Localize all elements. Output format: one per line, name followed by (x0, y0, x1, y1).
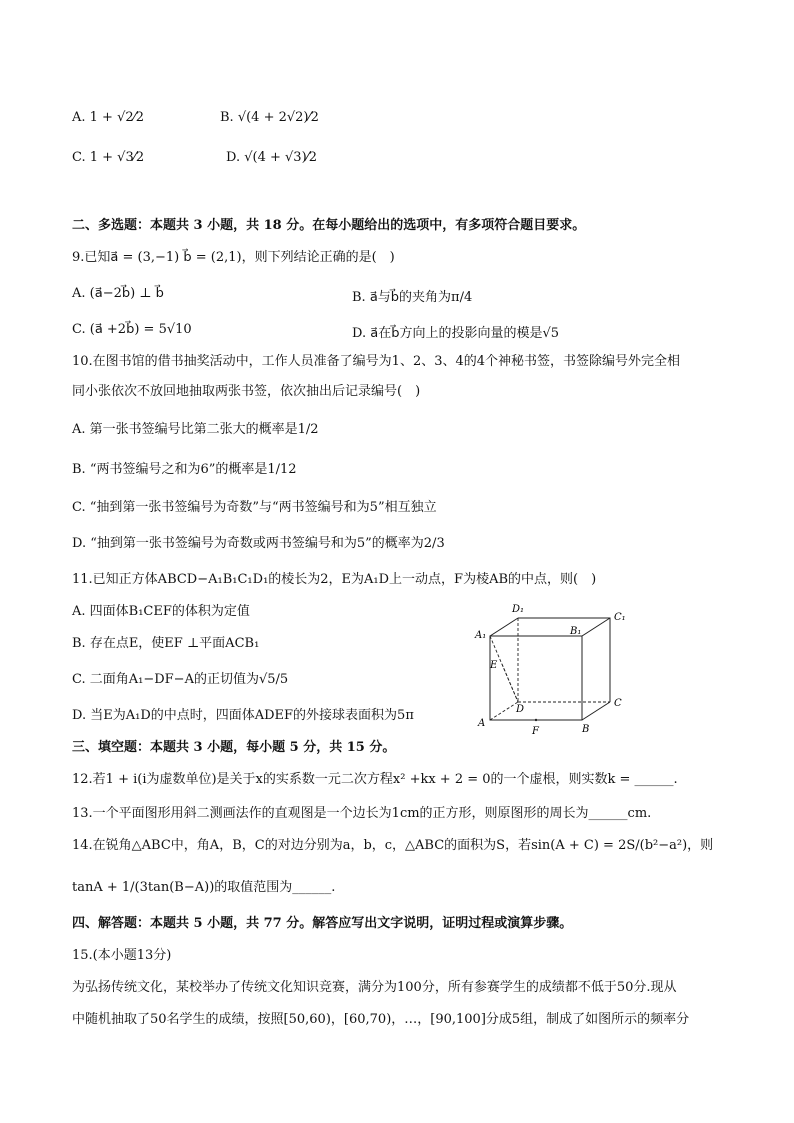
label-d: D (516, 704, 525, 715)
label-c: C (614, 698, 622, 709)
label-a1: A₁ (475, 630, 487, 641)
q8-option-a (72, 110, 144, 125)
cube-edge-a1d1 (490, 618, 518, 636)
q11-option-c: C. 二面角A₁−DF−A的正切值为√5/5 (72, 672, 289, 687)
q9-option-a: A. (a⃗−2b⃗) ⊥ b⃗ (72, 286, 164, 301)
label-e: E (490, 660, 498, 671)
cube-back-top-right-edges (518, 618, 610, 702)
label-f: F (532, 726, 539, 737)
label-b: B (582, 724, 590, 735)
q8-option-c-text: C. 1 + √3⁄2 (72, 150, 145, 165)
q10-stem-line2: 同小张依次不放回地抽取两张书签，依次抽出后记录编号( ) (72, 384, 421, 399)
q9-option-d: D. a⃗在b⃗方向上的投影向量的模是√5 (352, 326, 559, 341)
q11-stem: 11.已知正方体ABCD−A₁B₁C₁D₁的棱长为2，E为A₁D上一动点，F为棱AB的中点，则( ) (72, 572, 597, 587)
q15-line1: 为弘扬传统文化，某校举办了传统文化知识竞赛，满分为100分，所有参赛学生的成绩都不低于50分.现从 (72, 980, 677, 995)
q11-option-a: A. 四面体B₁CEF的体积为定值 (72, 604, 250, 619)
section-4-heading: 四、解答题：本题共 5 小题，共 77 分。解答应写出文字说明，证明过程或演算步骤。 (72, 916, 573, 931)
q8-option-d-text: D. √(4 + √3)⁄2 (226, 150, 318, 165)
label-b1: B₁ (570, 626, 582, 637)
q8-option-a-text: A. 1 + √2⁄2 (72, 110, 145, 125)
cube-edge-bc (582, 702, 610, 720)
q14-line1: 14.在锐角△ABC中，角A，B，C的对边分别为a，b，c，△ABC的面积为S，若sin(A + C) = 2S/(b²−a²)，则 (72, 838, 714, 853)
cube-figure (470, 600, 630, 740)
cube-edge-b1c1 (582, 618, 610, 636)
cube-point-f (535, 719, 537, 721)
q12: 12.若1 + i(i为虚数单位)是关于x的实系数一元二次方程x² +kx + 2 = 0的一个虚根，则实数k = ______. (72, 772, 678, 787)
q10-option-b: B. “两书签编号之和为6”的概率是1/12 (72, 462, 297, 477)
label-d1: D₁ (512, 604, 525, 615)
label-c1: C₁ (614, 612, 626, 623)
q10-option-c: C. “抽到第一张书签编号为奇数”与“两书签编号和为5”相互独立 (72, 500, 437, 515)
section-2-heading: 二、多选题：本题共 3 小题，共 18 分。在每小题给出的选项中，有多项符合题目要求。 (72, 218, 586, 233)
q15-line2: 中随机抽取了50名学生的成绩，按照[50,60)，[60,70)，…，[90,100]分成5组，制成了如图所示的频率分 (72, 1012, 690, 1027)
q8-option-b (220, 110, 319, 125)
q9-option-b: B. a⃗与b⃗的夹角为π/4 (352, 290, 473, 305)
q8-option-d (226, 150, 317, 165)
q13: 13.一个平面图形用斜二测画法作的直观图是一个边长为1cm的正方形，则原图形的周长为______cm. (72, 806, 652, 821)
q11-option-b: B. 存在点E，使EF ⊥平面ACB₁ (72, 636, 260, 651)
q15-heading: 15.(本小题13分) (72, 948, 172, 963)
section-3-heading: 三、填空题：本题共 3 小题，每小题 5 分，共 15 分。 (72, 740, 396, 755)
cube-segment-ed (502, 664, 518, 702)
q9-stem: 9.已知a⃗ = (3,−1) b⃗ = (2,1)，则下列结论正确的是( ) (72, 250, 395, 265)
q10-stem-line1: 10.在图书馆的借书抽奖活动中，工作人员准备了编号为1、2、3、4的4个神秘书签，书签除编号外完全相 (72, 354, 681, 369)
q10-option-a: A. 第一张书签编号比第二张大的概率是1/2 (72, 422, 319, 437)
q8-option-c (72, 150, 144, 165)
q8-option-b-text: B. √(4 + 2√2)⁄2 (220, 110, 319, 125)
q14-line2: tanA + 1/(3tan(B−A))的取值范围为______. (72, 880, 336, 895)
label-a: A (478, 718, 486, 729)
q9-option-c: C. (a⃗ +2b⃗) = 5√10 (72, 322, 192, 337)
q11-option-d: D. 当E为A₁D的中点时，四面体ADEF的外接球表面积为5π (72, 708, 414, 723)
cube-front-face (490, 636, 582, 720)
cube-hidden-edge-ad (490, 702, 518, 720)
q10-option-d: D. “抽到第一张书签编号为奇数或两书签编号和为5”的概率为2/3 (72, 536, 445, 551)
